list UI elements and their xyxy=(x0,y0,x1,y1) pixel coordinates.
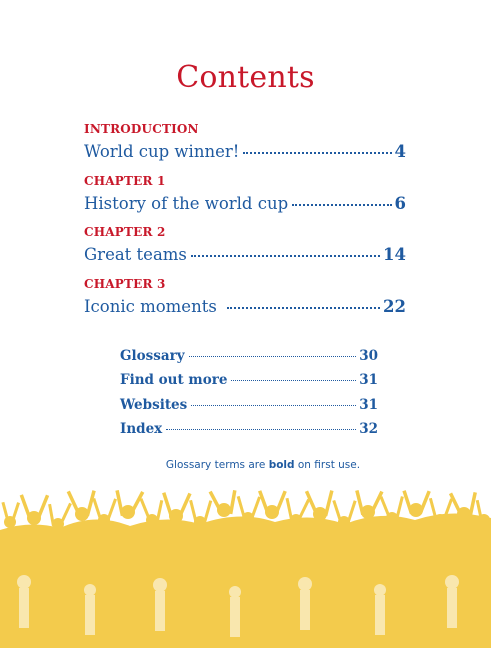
toc-entry-title: Great teams xyxy=(84,245,187,264)
chapter-label-1: CHAPTER 1 xyxy=(84,174,166,188)
toc-entry-title: Websites xyxy=(120,397,188,413)
toc-entry-title: History of the world cup xyxy=(84,194,289,213)
chapter-label-2: CHAPTER 2 xyxy=(84,225,166,239)
dot-leader xyxy=(191,405,356,406)
dot-leader xyxy=(189,356,357,357)
toc-entry-intro[interactable] xyxy=(84,142,406,161)
toc-entry-page: 32 xyxy=(359,421,378,437)
toc-entry-page: 30 xyxy=(359,348,378,364)
toc-entry-page: 14 xyxy=(383,245,406,264)
chapter-label-intro: INTRODUCTION xyxy=(84,122,199,136)
dot-leader xyxy=(243,152,391,154)
dot-leader xyxy=(166,429,356,430)
toc-entry-websites[interactable] xyxy=(120,397,378,413)
toc-entry-page: 4 xyxy=(394,142,406,161)
glossary-note-after: on first use. xyxy=(294,459,361,471)
toc-entry-chapter-1[interactable] xyxy=(84,194,406,213)
toc-entry-title: Glossary xyxy=(120,348,185,364)
toc-entry-title: Find out more xyxy=(120,372,228,388)
toc-entry-chapter-3[interactable] xyxy=(84,297,406,316)
page-title: Contents xyxy=(176,60,315,95)
glossary-note-before: Glossary terms are xyxy=(165,459,269,471)
toc-entry-find-out-more[interactable] xyxy=(120,372,378,388)
dot-leader xyxy=(231,380,356,381)
dot-leader xyxy=(191,255,380,257)
chapter-label-3: CHAPTER 3 xyxy=(84,277,166,291)
crowd-silhouette-illustration xyxy=(0,490,491,648)
toc-entry-title: Index xyxy=(120,421,163,437)
toc-entry-chapter-2[interactable] xyxy=(84,245,406,264)
toc-entry-page: 6 xyxy=(394,194,406,213)
dot-leader xyxy=(227,307,380,309)
toc-entry-title: World cup winner! xyxy=(84,142,240,161)
glossary-note xyxy=(0,459,491,471)
toc-entry-page: 31 xyxy=(359,372,378,388)
glossary-note-bold: bold xyxy=(268,459,295,471)
toc-entry-glossary[interactable] xyxy=(120,348,378,364)
toc-entry-page: 31 xyxy=(359,397,378,413)
toc-entry-title: Iconic moments xyxy=(84,297,217,316)
toc-entry-index[interactable] xyxy=(120,421,378,437)
dot-leader xyxy=(292,204,391,206)
toc-entry-page: 22 xyxy=(383,297,406,316)
